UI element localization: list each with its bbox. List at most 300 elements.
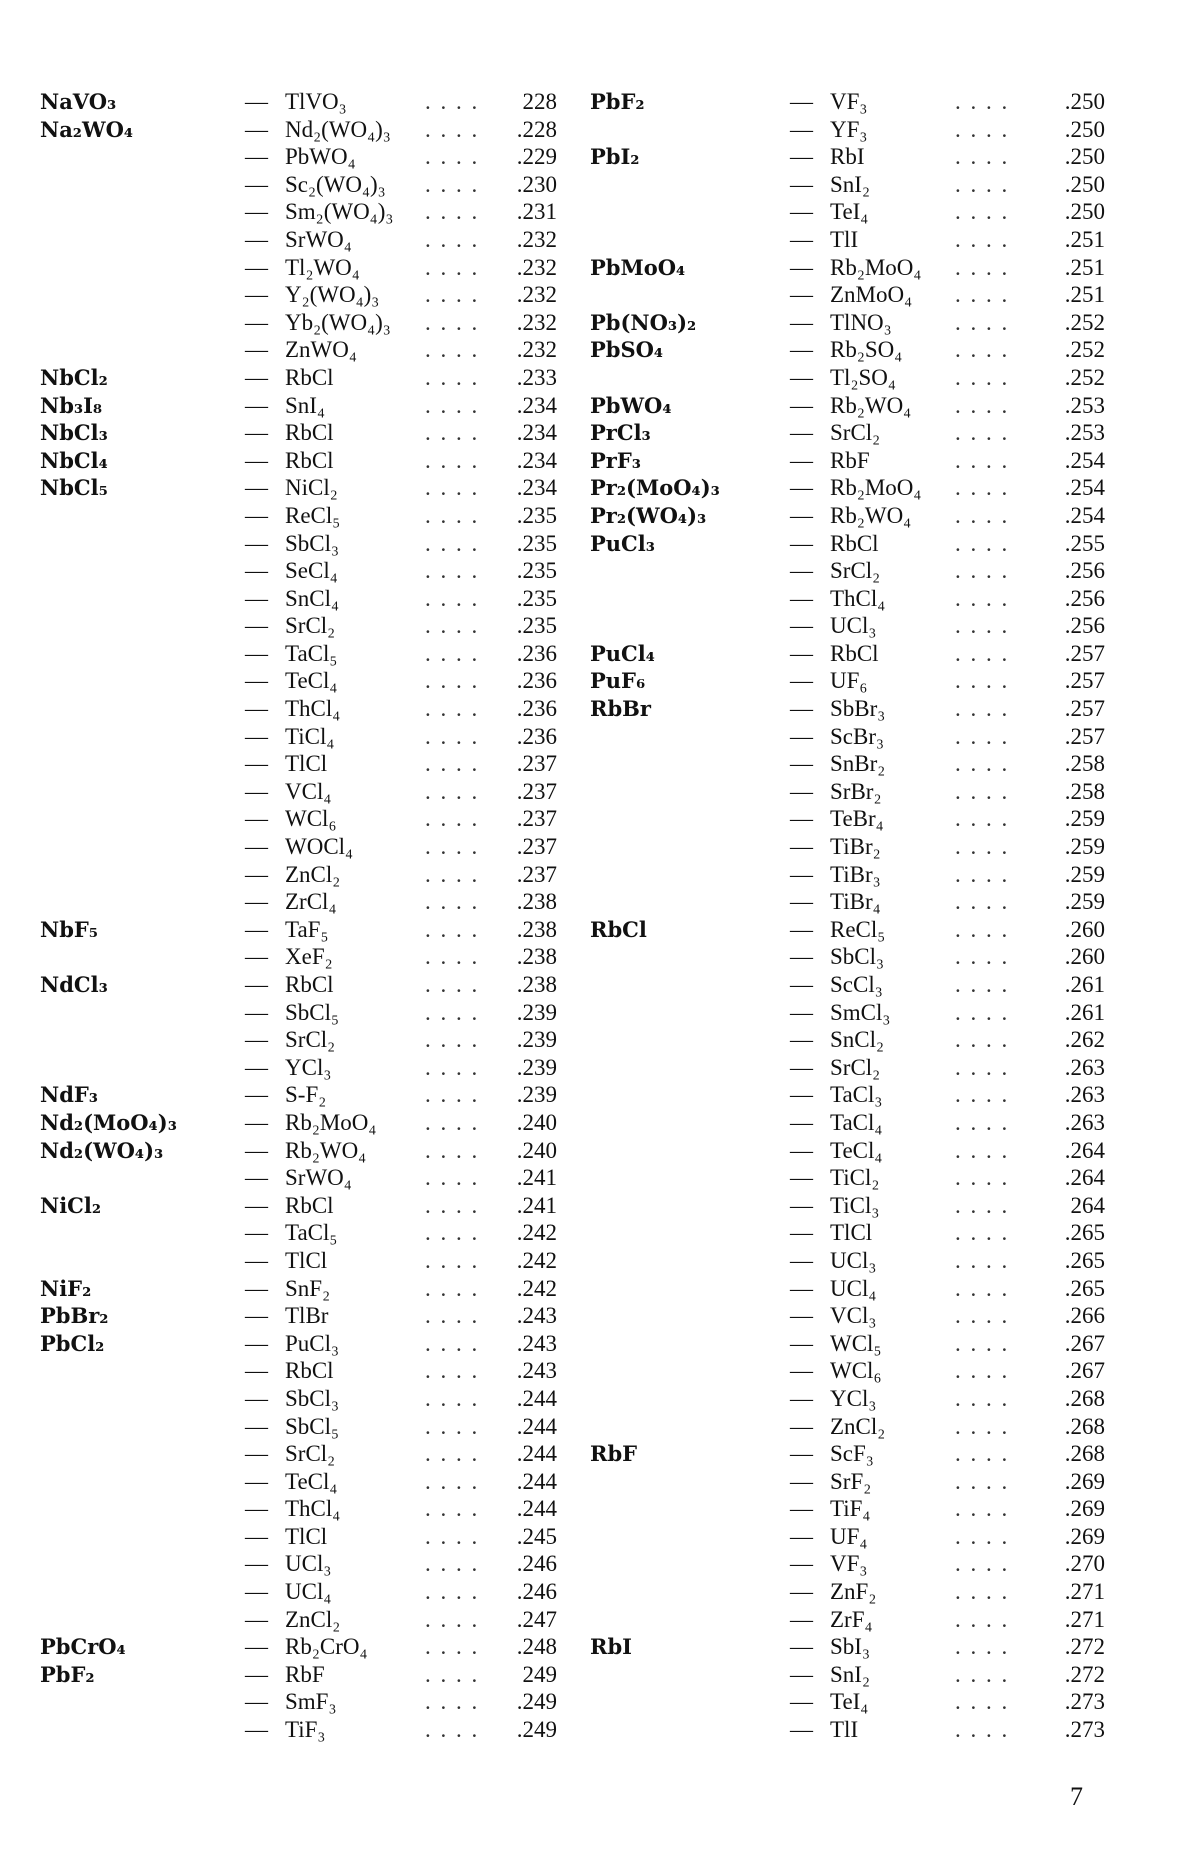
page-reference: .242 bbox=[516, 1220, 557, 1246]
compound-label: PbCl₂ bbox=[40, 1330, 105, 1356]
page-reference: .261 bbox=[1064, 999, 1105, 1025]
leader-dots: . . . . bbox=[955, 530, 1010, 556]
index-entry bbox=[590, 999, 1110, 1027]
page-reference: .273 bbox=[1064, 1689, 1105, 1715]
leader-dots: . . . . bbox=[425, 1137, 480, 1163]
leader-dots: . . . . bbox=[425, 337, 480, 363]
compound-label: Na₂WO₄ bbox=[40, 116, 134, 142]
leader-dots: . . . . bbox=[425, 1717, 480, 1743]
page-reference: .250 bbox=[1064, 89, 1105, 114]
page-reference: .236 bbox=[516, 723, 557, 749]
leader-dots: . . . . bbox=[425, 144, 480, 170]
partner-compound: SrCl₂ bbox=[830, 420, 881, 446]
page-reference: .237 bbox=[516, 834, 557, 860]
compound-label: NbCl₅ bbox=[40, 475, 108, 501]
leader-dots: . . . . bbox=[955, 1303, 1010, 1329]
page-reference: .270 bbox=[1064, 1551, 1105, 1577]
partner-compound: RbCl bbox=[285, 1192, 334, 1218]
index-entry bbox=[590, 1523, 1110, 1551]
entry-dash: — bbox=[790, 1385, 813, 1411]
entry-dash: — bbox=[245, 834, 268, 860]
leader-dots: . . . . bbox=[425, 585, 480, 611]
partner-compound: SbCl₃ bbox=[285, 1385, 340, 1411]
index-column-right bbox=[590, 88, 1110, 1744]
index-entry bbox=[590, 254, 1110, 282]
partner-compound: ReCl₅ bbox=[285, 502, 341, 528]
entry-dash: — bbox=[790, 999, 813, 1025]
partner-compound: UF₆ bbox=[830, 668, 868, 694]
entry-dash: — bbox=[245, 1358, 268, 1384]
page-reference: .234 bbox=[516, 475, 557, 501]
partner-compound: PbWO₄ bbox=[285, 144, 356, 170]
page-reference: .231 bbox=[516, 199, 557, 225]
page-reference: .246 bbox=[516, 1551, 557, 1577]
partner-compound: WCl₆ bbox=[830, 1358, 882, 1384]
leader-dots: . . . . bbox=[425, 806, 480, 832]
entry-dash: — bbox=[790, 171, 813, 197]
entry-dash: — bbox=[245, 1385, 268, 1411]
leader-dots: . . . . bbox=[425, 1385, 480, 1411]
partner-compound: RbI bbox=[830, 144, 865, 170]
index-entry bbox=[40, 1137, 570, 1165]
index-entry bbox=[40, 971, 570, 999]
page-reference: .251 bbox=[1064, 226, 1105, 252]
partner-compound: TeCl₄ bbox=[285, 1468, 338, 1494]
leader-dots: . . . . bbox=[955, 944, 1010, 970]
leader-dots: . . . . bbox=[425, 1275, 480, 1301]
entry-dash: — bbox=[245, 1275, 268, 1301]
leader-dots: . . . . bbox=[425, 558, 480, 584]
partner-compound: RbCl bbox=[830, 640, 879, 666]
entry-dash: — bbox=[790, 1137, 813, 1163]
entry-dash: — bbox=[790, 1634, 813, 1660]
leader-dots: . . . . bbox=[425, 1468, 480, 1494]
entry-dash: — bbox=[245, 1192, 268, 1218]
leader-dots: . . . . bbox=[955, 999, 1010, 1025]
index-entry bbox=[590, 833, 1110, 861]
compound-label: Pb(NO₃)₂ bbox=[590, 309, 697, 335]
leader-dots: . . . . bbox=[955, 171, 1010, 197]
index-entry bbox=[40, 1081, 570, 1109]
entry-dash: — bbox=[790, 1717, 813, 1743]
page-reference: .264 bbox=[1064, 1137, 1105, 1163]
index-entry bbox=[590, 1550, 1110, 1578]
partner-compound: TlVO₃ bbox=[285, 89, 347, 114]
page-reference: .268 bbox=[1064, 1441, 1105, 1467]
partner-compound: Rb₂MoO₄ bbox=[830, 475, 922, 501]
index-entry bbox=[590, 1385, 1110, 1413]
index-entry bbox=[590, 392, 1110, 420]
partner-compound: SrWO₄ bbox=[285, 226, 352, 252]
page-reference: .246 bbox=[516, 1579, 557, 1605]
partner-compound: TiBr₃ bbox=[830, 861, 881, 887]
partner-compound: TlCl bbox=[285, 751, 328, 777]
index-entry bbox=[40, 171, 570, 199]
leader-dots: . . . . bbox=[955, 1468, 1010, 1494]
index-entry bbox=[40, 1578, 570, 1606]
leader-dots: . . . . bbox=[425, 502, 480, 528]
entry-dash: — bbox=[245, 668, 268, 694]
page-reference: .266 bbox=[1064, 1303, 1105, 1329]
index-entry bbox=[590, 1275, 1110, 1303]
page-reference: .252 bbox=[1064, 309, 1105, 335]
partner-compound: SnF₂ bbox=[285, 1275, 331, 1301]
entry-dash: — bbox=[245, 116, 268, 142]
entry-dash: — bbox=[245, 1082, 268, 1108]
partner-compound: UCl₄ bbox=[285, 1579, 332, 1605]
page-reference: .250 bbox=[1064, 171, 1105, 197]
index-entry bbox=[40, 1164, 570, 1192]
index-entry bbox=[590, 1302, 1110, 1330]
index-entry bbox=[590, 1495, 1110, 1523]
page-reference: .240 bbox=[516, 1137, 557, 1163]
leader-dots: . . . . bbox=[955, 558, 1010, 584]
partner-compound: YCl₃ bbox=[285, 1054, 332, 1080]
partner-compound: SbCl₅ bbox=[285, 1413, 340, 1439]
entry-dash: — bbox=[790, 1441, 813, 1467]
leader-dots: . . . . bbox=[425, 199, 480, 225]
leader-dots: . . . . bbox=[425, 171, 480, 197]
index-entry bbox=[590, 1192, 1110, 1220]
page-reference: .268 bbox=[1064, 1385, 1105, 1411]
entry-dash: — bbox=[245, 89, 268, 114]
partner-compound: Y₂(WO₄)₃ bbox=[285, 282, 380, 308]
partner-compound: WCl₅ bbox=[830, 1330, 882, 1356]
page-reference: 249 bbox=[522, 1661, 557, 1687]
page-reference: .256 bbox=[1064, 613, 1105, 639]
entry-dash: — bbox=[245, 1606, 268, 1632]
partner-compound: TeI₄ bbox=[830, 199, 869, 225]
entry-dash: — bbox=[790, 558, 813, 584]
entry-dash: — bbox=[790, 1247, 813, 1273]
index-entry bbox=[590, 1440, 1110, 1468]
leader-dots: . . . . bbox=[425, 1634, 480, 1660]
leader-dots: . . . . bbox=[425, 1606, 480, 1632]
entry-dash: — bbox=[245, 972, 268, 997]
page-reference: .239 bbox=[516, 999, 557, 1025]
partner-compound: ScCl₃ bbox=[830, 972, 883, 997]
entry-dash: — bbox=[790, 1082, 813, 1108]
partner-compound: SbI₃ bbox=[830, 1634, 870, 1660]
page-reference: .242 bbox=[516, 1275, 557, 1301]
entry-dash: — bbox=[245, 1717, 268, 1743]
entry-dash: — bbox=[790, 1496, 813, 1522]
entry-dash: — bbox=[790, 916, 813, 942]
page-reference: .244 bbox=[516, 1441, 557, 1467]
page-reference: .254 bbox=[1064, 475, 1105, 501]
index-entry bbox=[40, 1633, 570, 1661]
page-reference: .230 bbox=[516, 171, 557, 197]
leader-dots: . . . . bbox=[955, 1027, 1010, 1053]
partner-compound: SbBr₃ bbox=[830, 696, 886, 722]
entry-dash: — bbox=[245, 751, 268, 777]
index-entry bbox=[40, 1550, 570, 1578]
index-entry bbox=[40, 502, 570, 530]
partner-compound: TlCl bbox=[285, 1247, 328, 1273]
index-entry bbox=[40, 861, 570, 889]
partner-compound: SbCl₅ bbox=[285, 999, 340, 1025]
index-entry bbox=[40, 1192, 570, 1220]
leader-dots: . . . . bbox=[425, 1027, 480, 1053]
partner-compound: TaF₅ bbox=[285, 916, 329, 942]
leader-dots: . . . . bbox=[955, 1275, 1010, 1301]
leader-dots: . . . . bbox=[425, 613, 480, 639]
entry-dash: — bbox=[790, 226, 813, 252]
index-entry bbox=[590, 1688, 1110, 1716]
leader-dots: . . . . bbox=[955, 1634, 1010, 1660]
entry-dash: — bbox=[245, 1634, 268, 1660]
page-reference: .232 bbox=[516, 309, 557, 335]
leader-dots: . . . . bbox=[425, 1303, 480, 1329]
index-entry bbox=[590, 88, 1110, 116]
entry-dash: — bbox=[790, 1606, 813, 1632]
leader-dots: . . . . bbox=[425, 475, 480, 501]
page-reference: .258 bbox=[1064, 778, 1105, 804]
page-reference: .234 bbox=[516, 447, 557, 473]
partner-compound: SnI₄ bbox=[285, 392, 325, 418]
index-entry bbox=[40, 447, 570, 475]
partner-compound: PuCl₃ bbox=[285, 1330, 340, 1356]
page-reference: .250 bbox=[1064, 144, 1105, 170]
index-entry bbox=[40, 805, 570, 833]
index-entry bbox=[590, 502, 1110, 530]
page-reference: .267 bbox=[1064, 1358, 1105, 1384]
partner-compound: RbCl bbox=[285, 420, 334, 446]
partner-compound: Rb₂MoO₄ bbox=[830, 254, 922, 280]
leader-dots: . . . . bbox=[955, 861, 1010, 887]
entry-dash: — bbox=[245, 723, 268, 749]
leader-dots: . . . . bbox=[955, 916, 1010, 942]
page-reference: .259 bbox=[1064, 806, 1105, 832]
leader-dots: . . . . bbox=[955, 640, 1010, 666]
index-entry bbox=[590, 281, 1110, 309]
page-reference: .269 bbox=[1064, 1468, 1105, 1494]
index-entry bbox=[590, 943, 1110, 971]
index-entry bbox=[40, 281, 570, 309]
compound-label: PbWO₄ bbox=[590, 392, 672, 418]
page-reference: .263 bbox=[1064, 1082, 1105, 1108]
leader-dots: . . . . bbox=[425, 392, 480, 418]
partner-compound: VCl₄ bbox=[285, 778, 332, 804]
leader-dots: . . . . bbox=[955, 972, 1010, 997]
partner-compound: TaCl₄ bbox=[830, 1109, 883, 1135]
page-reference: .237 bbox=[516, 751, 557, 777]
index-entry bbox=[40, 1606, 570, 1634]
page-reference: .235 bbox=[516, 613, 557, 639]
leader-dots: . . . . bbox=[955, 89, 1010, 114]
partner-compound: TiF₄ bbox=[830, 1496, 871, 1522]
compound-label: NaVO₃ bbox=[40, 89, 117, 114]
index-entry bbox=[40, 254, 570, 282]
partner-compound: NiCl₂ bbox=[285, 475, 338, 501]
entry-dash: — bbox=[245, 337, 268, 363]
partner-compound: TiBr₄ bbox=[830, 889, 881, 915]
compound-label: NbF₅ bbox=[40, 916, 98, 942]
leader-dots: . . . . bbox=[955, 226, 1010, 252]
index-entry bbox=[590, 116, 1110, 144]
compound-label: Pr₂(MoO₄)₃ bbox=[590, 475, 720, 501]
partner-compound: TiCl₂ bbox=[830, 1165, 880, 1191]
leader-dots: . . . . bbox=[955, 1385, 1010, 1411]
partner-compound: ZnWO₄ bbox=[285, 337, 357, 363]
partner-compound: TlI bbox=[830, 226, 859, 252]
index-entry bbox=[40, 474, 570, 502]
entry-dash: — bbox=[790, 668, 813, 694]
entry-dash: — bbox=[790, 806, 813, 832]
page-reference: .236 bbox=[516, 640, 557, 666]
page-reference: .255 bbox=[1064, 530, 1105, 556]
partner-compound: SrCl₂ bbox=[285, 613, 336, 639]
index-entry bbox=[590, 474, 1110, 502]
entry-dash: — bbox=[245, 1496, 268, 1522]
compound-label: NdCl₃ bbox=[40, 972, 108, 997]
entry-dash: — bbox=[790, 613, 813, 639]
page-reference: .252 bbox=[1064, 337, 1105, 363]
page-reference: .251 bbox=[1064, 282, 1105, 308]
page-reference: .262 bbox=[1064, 1027, 1105, 1053]
partner-compound: XeF₂ bbox=[285, 944, 333, 970]
page-reference: .264 bbox=[1064, 1165, 1105, 1191]
partner-compound: ZnF₂ bbox=[830, 1579, 877, 1605]
leader-dots: . . . . bbox=[955, 1165, 1010, 1191]
page-reference: .239 bbox=[516, 1027, 557, 1053]
index-entry bbox=[590, 143, 1110, 171]
entry-dash: — bbox=[790, 1303, 813, 1329]
leader-dots: . . . . bbox=[425, 1247, 480, 1273]
index-entry bbox=[590, 1716, 1110, 1744]
compound-label: NdF₃ bbox=[40, 1082, 98, 1108]
partner-compound: RbCl bbox=[285, 364, 334, 390]
entry-dash: — bbox=[790, 502, 813, 528]
leader-dots: . . . . bbox=[425, 778, 480, 804]
page-reference: .239 bbox=[516, 1082, 557, 1108]
partner-compound: SmF₃ bbox=[285, 1689, 337, 1715]
partner-compound: SrCl₂ bbox=[830, 1054, 881, 1080]
index-entry bbox=[590, 612, 1110, 640]
partner-compound: TlI bbox=[830, 1717, 859, 1743]
leader-dots: . . . . bbox=[955, 834, 1010, 860]
compound-label: PuCl₄ bbox=[590, 640, 655, 666]
partner-compound: SnI₂ bbox=[830, 1661, 870, 1687]
leader-dots: . . . . bbox=[955, 1247, 1010, 1273]
index-entry bbox=[40, 667, 570, 695]
index-entry bbox=[590, 1413, 1110, 1441]
index-entry bbox=[40, 1247, 570, 1275]
entry-dash: — bbox=[245, 640, 268, 666]
page-reference: .249 bbox=[516, 1717, 557, 1743]
entry-dash: — bbox=[790, 889, 813, 915]
entry-dash: — bbox=[790, 364, 813, 390]
leader-dots: . . . . bbox=[955, 751, 1010, 777]
leader-dots: . . . . bbox=[955, 696, 1010, 722]
page-reference: .271 bbox=[1064, 1579, 1105, 1605]
index-entry bbox=[40, 392, 570, 420]
leader-dots: . . . . bbox=[955, 613, 1010, 639]
leader-dots: . . . . bbox=[955, 337, 1010, 363]
leader-dots: . . . . bbox=[955, 199, 1010, 225]
entry-dash: — bbox=[790, 972, 813, 997]
entry-dash: — bbox=[245, 1303, 268, 1329]
partner-compound: SbCl₃ bbox=[285, 530, 340, 556]
leader-dots: . . . . bbox=[955, 1109, 1010, 1135]
partner-compound: SrCl₂ bbox=[285, 1441, 336, 1467]
index-entry bbox=[40, 1495, 570, 1523]
compound-label: RbF bbox=[590, 1441, 638, 1467]
index-entry bbox=[40, 1413, 570, 1441]
page-reference: .245 bbox=[516, 1523, 557, 1549]
page-reference: .233 bbox=[516, 364, 557, 390]
index-entry bbox=[40, 833, 570, 861]
partner-compound: ZnCl₂ bbox=[285, 1606, 341, 1632]
entry-dash: — bbox=[790, 1192, 813, 1218]
index-entry bbox=[590, 447, 1110, 475]
partner-compound: VCl₃ bbox=[830, 1303, 877, 1329]
entry-dash: — bbox=[790, 199, 813, 225]
leader-dots: . . . . bbox=[955, 282, 1010, 308]
entry-dash: — bbox=[245, 861, 268, 887]
partner-compound: TiBr₂ bbox=[830, 834, 881, 860]
compound-label: NiF₂ bbox=[40, 1275, 92, 1301]
entry-dash: — bbox=[790, 392, 813, 418]
entry-dash: — bbox=[790, 1413, 813, 1439]
index-entry bbox=[40, 143, 570, 171]
entry-dash: — bbox=[245, 447, 268, 473]
index-entry bbox=[40, 1275, 570, 1303]
partner-compound: TaCl₃ bbox=[830, 1082, 883, 1108]
index-entry bbox=[40, 116, 570, 144]
entry-dash: — bbox=[245, 558, 268, 584]
leader-dots: . . . . bbox=[955, 668, 1010, 694]
leader-dots: . . . . bbox=[955, 1606, 1010, 1632]
partner-compound: VF₃ bbox=[830, 1551, 868, 1577]
index-entry bbox=[590, 1330, 1110, 1358]
entry-dash: — bbox=[790, 420, 813, 446]
page-reference: .232 bbox=[516, 282, 557, 308]
partner-compound: ThCl₄ bbox=[285, 696, 341, 722]
index-entry bbox=[40, 585, 570, 613]
partner-compound: Sc₂(WO₄)₃ bbox=[285, 171, 386, 197]
page-reference: .271 bbox=[1064, 1606, 1105, 1632]
page-reference: .228 bbox=[516, 116, 557, 142]
partner-compound: Rb₂WO₄ bbox=[830, 392, 912, 418]
entry-dash: — bbox=[245, 613, 268, 639]
entry-dash: — bbox=[790, 1689, 813, 1715]
entry-dash: — bbox=[790, 585, 813, 611]
index-entry bbox=[590, 309, 1110, 337]
entry-dash: — bbox=[245, 1413, 268, 1439]
partner-compound: TiCl₄ bbox=[285, 723, 335, 749]
leader-dots: . . . . bbox=[425, 1689, 480, 1715]
leader-dots: . . . . bbox=[955, 1717, 1010, 1743]
leader-dots: . . . . bbox=[955, 1661, 1010, 1687]
index-entry bbox=[40, 530, 570, 558]
leader-dots: . . . . bbox=[955, 1523, 1010, 1549]
leader-dots: . . . . bbox=[955, 1054, 1010, 1080]
page-reference: .263 bbox=[1064, 1109, 1105, 1135]
index-entry bbox=[40, 1026, 570, 1054]
index-entry bbox=[590, 530, 1110, 558]
entry-dash: — bbox=[790, 861, 813, 887]
entry-dash: — bbox=[245, 502, 268, 528]
entry-dash: — bbox=[790, 1551, 813, 1577]
compound-label: Nb₃I₈ bbox=[40, 392, 103, 418]
partner-compound: ThCl₄ bbox=[830, 585, 886, 611]
page-reference: .237 bbox=[516, 778, 557, 804]
partner-compound: SmCl₃ bbox=[830, 999, 891, 1025]
index-entry bbox=[590, 1164, 1110, 1192]
compound-label: NbCl₂ bbox=[40, 364, 108, 390]
leader-dots: . . . . bbox=[425, 1358, 480, 1384]
